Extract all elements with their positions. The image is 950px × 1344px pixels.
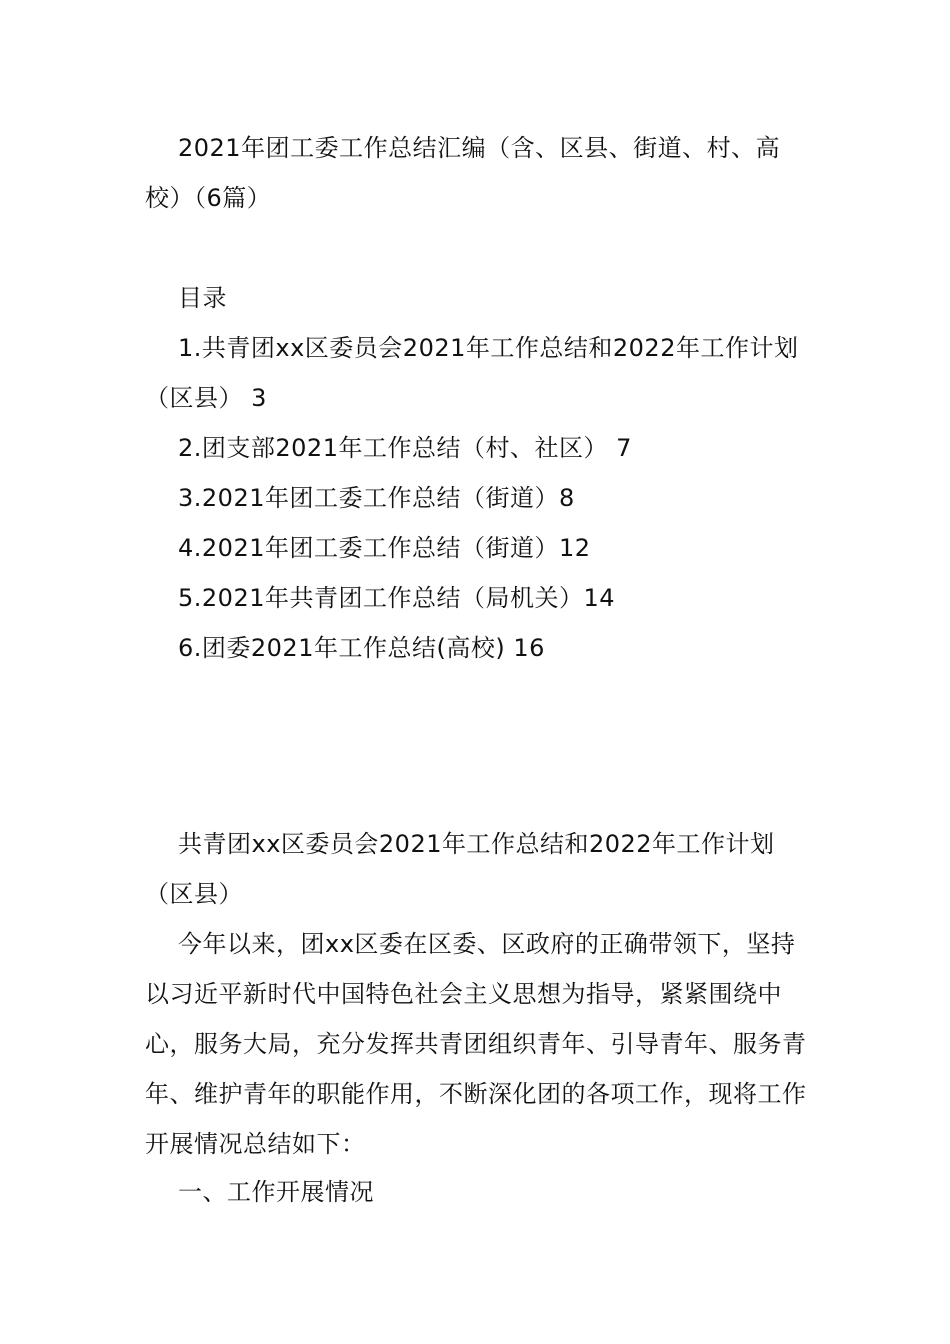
toc-list (145, 323, 810, 673)
document-title-block (145, 123, 810, 223)
first-heading-block (145, 1167, 810, 1217)
toc-item[interactable]: 5.2021年共青团工作总结（局机关）14 (178, 584, 616, 612)
toc-item[interactable]: 4.2021年团工委工作总结（街道）12 (178, 534, 591, 562)
toc-item[interactable]: 6.团委2021年工作总结(高校) 16 (178, 634, 545, 662)
toc-item[interactable]: 3.2021年团工委工作总结（街道）8 (178, 484, 575, 512)
toc-heading-block (145, 273, 810, 323)
document-title: 2021年团工委工作总结汇编（含、区县、街道、村、高校）（6篇） (145, 134, 781, 212)
intro-paragraph: 今年以来，团xx区委在区委、区政府的正确带领下，坚持以习近平新时代中国特色社会主义思想为指导，紧紧围绕中心，服务大局，充分发挥共青团组织青年、引导青年、服务青年、维护青年的职能作用，不断深化团的各项工作，现将工作开展情况总结如下： (145, 930, 807, 1158)
toc-item[interactable]: 1.共青团xx区委员会2021年工作总结和2022年工作计划（区县） 3 (145, 334, 799, 412)
section-title: 共青团xx区委员会2021年工作总结和2022年工作计划（区县） (145, 830, 775, 908)
section-title-block (145, 819, 810, 919)
toc-item[interactable]: 2.团支部2021年工作总结（村、社区） 7 (178, 434, 632, 462)
first-heading: 一、工作开展情况 (178, 1178, 374, 1206)
intro-paragraph-block (145, 919, 810, 1169)
toc-heading: 目录 (178, 284, 227, 312)
